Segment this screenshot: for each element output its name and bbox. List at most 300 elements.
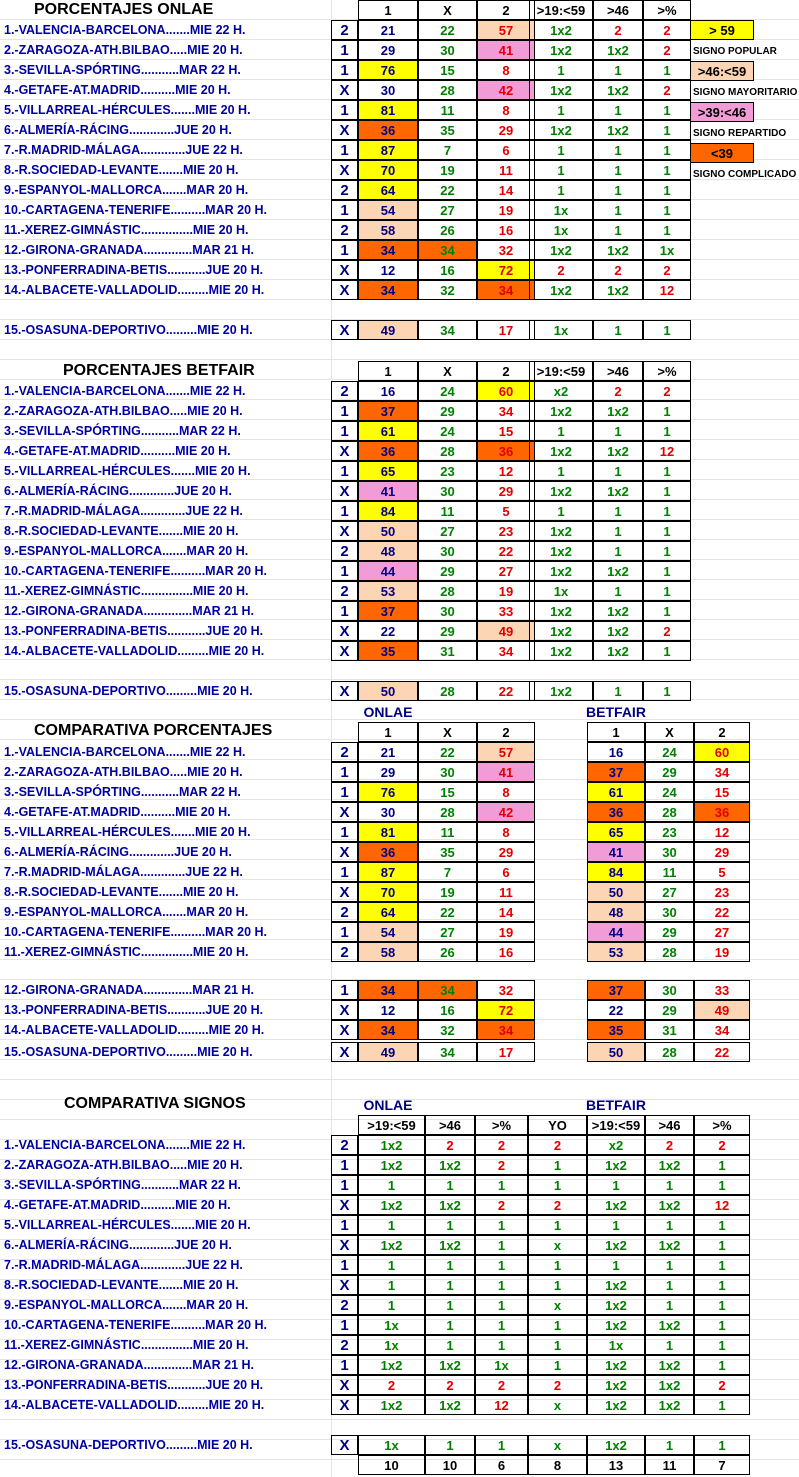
sign-cell[interactable]: 1 (593, 501, 643, 521)
percent-cell[interactable]: 27 (418, 521, 477, 541)
sign-cell[interactable]: 1 (645, 1295, 694, 1315)
col-header[interactable]: >46 (593, 361, 643, 381)
sign-cell[interactable]: 1 (643, 421, 691, 441)
sign-cell[interactable]: X (331, 1000, 358, 1020)
sign-cell[interactable]: 1 (331, 240, 358, 260)
percent-cell[interactable]: 70 (358, 882, 418, 902)
sign-cell[interactable]: 2 (331, 942, 358, 962)
percent-cell[interactable]: 29 (358, 762, 418, 782)
percent-cell[interactable]: 44 (587, 922, 645, 942)
percent-cell[interactable]: 42 (477, 80, 535, 100)
percent-cell[interactable]: 14 (477, 902, 535, 922)
percent-cell[interactable]: 41 (358, 481, 418, 501)
sign-cell[interactable]: 1 (593, 541, 643, 561)
percent-cell[interactable]: 29 (645, 762, 694, 782)
percent-cell[interactable]: 57 (477, 20, 535, 40)
sign-cell[interactable]: 1 (694, 1235, 750, 1255)
sign-cell[interactable]: 1 (331, 461, 358, 481)
percent-cell[interactable]: 27 (418, 922, 477, 942)
sign-cell[interactable]: 1x2 (358, 1135, 425, 1155)
sign-cell[interactable]: 2 (528, 1135, 587, 1155)
sign-cell[interactable]: 1 (694, 1335, 750, 1355)
percent-cell[interactable]: 41 (477, 40, 535, 60)
sign-cell[interactable]: 1 (643, 521, 691, 541)
percent-cell[interactable]: 7 (418, 862, 477, 882)
sign-cell[interactable]: 1 (643, 681, 691, 701)
total-cell[interactable]: 6 (475, 1455, 528, 1475)
percent-cell[interactable]: 58 (358, 942, 418, 962)
percent-cell[interactable]: 7 (418, 140, 477, 160)
sign-cell[interactable]: 1 (529, 180, 593, 200)
sign-cell[interactable]: 1 (358, 1175, 425, 1195)
sign-cell[interactable]: 1 (358, 1295, 425, 1315)
percent-cell[interactable]: 19 (477, 200, 535, 220)
percent-cell[interactable]: 30 (418, 601, 477, 621)
sign-cell[interactable]: 2 (358, 1375, 425, 1395)
percent-cell[interactable]: 15 (694, 782, 750, 802)
percent-cell[interactable]: 34 (358, 280, 418, 300)
percent-cell[interactable]: 5 (694, 862, 750, 882)
percent-cell[interactable]: 30 (418, 762, 477, 782)
sign-cell[interactable]: 2 (643, 381, 691, 401)
percent-cell[interactable]: 34 (477, 401, 535, 421)
percent-cell[interactable]: 32 (477, 980, 535, 1000)
sign-cell[interactable]: 2 (593, 20, 643, 40)
sign-cell[interactable]: 1 (643, 581, 691, 601)
percent-cell[interactable]: 23 (418, 461, 477, 481)
sign-cell[interactable]: 1x2 (593, 441, 643, 461)
sign-cell[interactable]: 1 (593, 140, 643, 160)
percent-cell[interactable]: 22 (477, 681, 535, 701)
percent-cell[interactable]: 29 (418, 561, 477, 581)
percent-cell[interactable]: 34 (418, 980, 477, 1000)
sign-cell[interactable]: 1 (425, 1215, 475, 1235)
percent-cell[interactable]: 16 (477, 942, 535, 962)
percent-cell[interactable]: 36 (587, 802, 645, 822)
percent-cell[interactable]: 35 (587, 1020, 645, 1040)
sign-cell[interactable]: 1 (587, 1255, 645, 1275)
percent-cell[interactable]: 24 (645, 782, 694, 802)
sign-cell[interactable]: 1x2 (645, 1155, 694, 1175)
sign-cell[interactable]: 2 (475, 1195, 528, 1215)
sign-cell[interactable]: 1 (593, 421, 643, 441)
sign-cell[interactable]: 1x2 (593, 401, 643, 421)
sign-cell[interactable]: 2 (529, 260, 593, 280)
sign-cell[interactable]: x2 (587, 1135, 645, 1155)
sign-cell[interactable]: 1 (475, 1175, 528, 1195)
col-header[interactable]: >19:<59 (529, 0, 593, 20)
sign-cell[interactable]: 1x2 (593, 641, 643, 661)
sign-cell[interactable]: 1x (358, 1315, 425, 1335)
percent-cell[interactable]: 27 (694, 922, 750, 942)
sign-cell[interactable]: 1 (645, 1275, 694, 1295)
col-header[interactable]: 1 (358, 722, 418, 742)
sign-cell[interactable]: 1x2 (529, 80, 593, 100)
sign-cell[interactable]: X (331, 521, 358, 541)
sign-cell[interactable]: 1 (694, 1255, 750, 1275)
sign-cell[interactable]: 1 (643, 100, 691, 120)
percent-cell[interactable]: 30 (358, 802, 418, 822)
sign-cell[interactable]: X (331, 280, 358, 300)
col-header[interactable]: X (645, 722, 694, 742)
percent-cell[interactable]: 29 (477, 120, 535, 140)
percent-cell[interactable]: 49 (694, 1000, 750, 1020)
sign-cell[interactable]: 2 (331, 1135, 358, 1155)
sign-cell[interactable]: 1 (331, 200, 358, 220)
sign-cell[interactable]: 1x2 (529, 521, 593, 541)
sign-cell[interactable]: X (331, 681, 358, 701)
percent-cell[interactable]: 26 (418, 942, 477, 962)
percent-cell[interactable]: 22 (418, 742, 477, 762)
col-header[interactable]: 2 (477, 0, 535, 20)
percent-cell[interactable]: 17 (477, 1042, 535, 1062)
percent-cell[interactable]: 11 (477, 160, 535, 180)
sign-cell[interactable]: X (331, 1020, 358, 1040)
sign-cell[interactable]: 1x (529, 200, 593, 220)
sign-cell[interactable]: 2 (331, 742, 358, 762)
sign-cell[interactable]: X (331, 1275, 358, 1295)
percent-cell[interactable]: 32 (418, 1020, 477, 1040)
sign-cell[interactable]: 1 (593, 681, 643, 701)
total-cell[interactable]: 11 (645, 1455, 694, 1475)
sign-cell[interactable]: 12 (475, 1395, 528, 1415)
percent-cell[interactable]: 30 (358, 80, 418, 100)
percent-cell[interactable]: 34 (477, 280, 535, 300)
percent-cell[interactable]: 5 (477, 501, 535, 521)
sign-cell[interactable]: 1 (331, 1215, 358, 1235)
percent-cell[interactable]: 42 (477, 802, 535, 822)
percent-cell[interactable]: 36 (694, 802, 750, 822)
percent-cell[interactable]: 34 (418, 240, 477, 260)
percent-cell[interactable]: 30 (418, 481, 477, 501)
total-cell[interactable]: 10 (358, 1455, 425, 1475)
sign-cell[interactable]: 1 (643, 601, 691, 621)
col-header[interactable]: >46 (425, 1115, 475, 1135)
col-header[interactable]: >% (475, 1115, 528, 1135)
percent-cell[interactable]: 32 (418, 280, 477, 300)
sign-cell[interactable]: 1 (475, 1255, 528, 1275)
sign-cell[interactable]: 1x2 (587, 1355, 645, 1375)
percent-cell[interactable]: 27 (477, 561, 535, 581)
sign-cell[interactable]: 1x2 (587, 1235, 645, 1255)
sign-cell[interactable]: 1 (593, 581, 643, 601)
percent-cell[interactable]: 19 (418, 882, 477, 902)
sign-cell[interactable]: 1 (645, 1215, 694, 1235)
sign-cell[interactable]: 1x2 (529, 280, 593, 300)
sign-cell[interactable]: 1 (643, 60, 691, 80)
percent-cell[interactable]: 36 (358, 441, 418, 461)
sign-cell[interactable]: 2 (643, 80, 691, 100)
sign-cell[interactable]: x (528, 1395, 587, 1415)
sign-cell[interactable]: 1 (643, 320, 691, 340)
sign-cell[interactable]: 1x2 (645, 1355, 694, 1375)
percent-cell[interactable]: 28 (645, 1042, 694, 1062)
sign-cell[interactable]: 1 (331, 1355, 358, 1375)
sign-cell[interactable]: 1 (331, 922, 358, 942)
percent-cell[interactable]: 35 (418, 120, 477, 140)
sign-cell[interactable]: 1 (694, 1275, 750, 1295)
percent-cell[interactable]: 60 (694, 742, 750, 762)
sign-cell[interactable]: 1x2 (529, 481, 593, 501)
sign-cell[interactable]: 1 (331, 60, 358, 80)
percent-cell[interactable]: 58 (358, 220, 418, 240)
percent-cell[interactable]: 19 (477, 922, 535, 942)
sign-cell[interactable]: 1 (331, 401, 358, 421)
sign-cell[interactable]: 1x2 (593, 240, 643, 260)
percent-cell[interactable]: 35 (418, 842, 477, 862)
sign-cell[interactable]: 1x2 (425, 1155, 475, 1175)
percent-cell[interactable]: 29 (645, 1000, 694, 1020)
percent-cell[interactable]: 41 (477, 762, 535, 782)
sign-cell[interactable]: 1x2 (529, 240, 593, 260)
sign-cell[interactable]: X (331, 1435, 358, 1455)
percent-cell[interactable]: 41 (587, 842, 645, 862)
percent-cell[interactable]: 36 (477, 441, 535, 461)
sign-cell[interactable]: 1x2 (593, 481, 643, 501)
sign-cell[interactable]: 1x2 (529, 641, 593, 661)
sign-cell[interactable]: 1 (645, 1255, 694, 1275)
percent-cell[interactable]: 44 (358, 561, 418, 581)
percent-cell[interactable]: 87 (358, 140, 418, 160)
percent-cell[interactable]: 22 (694, 1042, 750, 1062)
sign-cell[interactable]: 1 (331, 1155, 358, 1175)
sign-cell[interactable]: 1 (331, 561, 358, 581)
percent-cell[interactable]: 16 (358, 381, 418, 401)
col-header[interactable]: >19:<59 (358, 1115, 425, 1135)
sign-cell[interactable]: 1x2 (593, 80, 643, 100)
sign-cell[interactable]: 1 (643, 120, 691, 140)
sign-cell[interactable]: 1x (529, 320, 593, 340)
percent-cell[interactable]: 37 (358, 401, 418, 421)
sign-cell[interactable]: 2 (331, 1335, 358, 1355)
sign-cell[interactable]: 1x2 (358, 1155, 425, 1175)
percent-cell[interactable]: 27 (418, 200, 477, 220)
sign-cell[interactable]: 2 (593, 260, 643, 280)
sign-cell[interactable]: 2 (694, 1135, 750, 1155)
percent-cell[interactable]: 50 (358, 521, 418, 541)
col-header[interactable]: >19:<59 (529, 361, 593, 381)
sign-cell[interactable]: 1x2 (529, 120, 593, 140)
sign-cell[interactable]: 1 (529, 421, 593, 441)
sign-cell[interactable]: X (331, 1235, 358, 1255)
percent-cell[interactable]: 36 (358, 120, 418, 140)
sign-cell[interactable]: X (331, 802, 358, 822)
sign-cell[interactable]: 1x2 (587, 1275, 645, 1295)
percent-cell[interactable]: 28 (418, 681, 477, 701)
percent-cell[interactable]: 11 (645, 862, 694, 882)
sign-cell[interactable]: 1 (593, 180, 643, 200)
sign-cell[interactable]: 1 (358, 1275, 425, 1295)
percent-cell[interactable]: 49 (358, 320, 418, 340)
sign-cell[interactable]: 1x2 (593, 561, 643, 581)
percent-cell[interactable]: 84 (358, 501, 418, 521)
percent-cell[interactable]: 30 (645, 980, 694, 1000)
sign-cell[interactable]: 1 (643, 641, 691, 661)
percent-cell[interactable]: 14 (477, 180, 535, 200)
sign-cell[interactable]: 1 (331, 501, 358, 521)
sign-cell[interactable]: 1x2 (645, 1375, 694, 1395)
col-header[interactable]: X (418, 361, 477, 381)
percent-cell[interactable]: 21 (358, 742, 418, 762)
sign-cell[interactable]: 1x2 (529, 621, 593, 641)
sign-cell[interactable]: 1 (331, 40, 358, 60)
sign-cell[interactable]: 1 (593, 320, 643, 340)
sign-cell[interactable]: 1 (643, 501, 691, 521)
percent-cell[interactable]: 31 (418, 641, 477, 661)
percent-cell[interactable]: 34 (477, 641, 535, 661)
percent-cell[interactable]: 30 (418, 541, 477, 561)
sign-cell[interactable]: 2 (331, 220, 358, 240)
percent-cell[interactable]: 28 (418, 581, 477, 601)
col-header[interactable]: >46 (645, 1115, 694, 1135)
sign-cell[interactable]: 1 (643, 160, 691, 180)
sign-cell[interactable]: 1x2 (587, 1295, 645, 1315)
percent-cell[interactable]: 12 (694, 822, 750, 842)
col-header[interactable]: >19:<59 (587, 1115, 645, 1135)
sign-cell[interactable]: 1 (331, 822, 358, 842)
sign-cell[interactable]: 1x2 (645, 1235, 694, 1255)
percent-cell[interactable]: 6 (477, 862, 535, 882)
sign-cell[interactable]: 1 (475, 1235, 528, 1255)
sign-cell[interactable]: 1 (643, 200, 691, 220)
percent-cell[interactable]: 15 (418, 60, 477, 80)
total-cell[interactable]: 10 (425, 1455, 475, 1475)
sign-cell[interactable]: x (528, 1235, 587, 1255)
sign-cell[interactable]: 1 (694, 1435, 750, 1455)
percent-cell[interactable]: 17 (477, 320, 535, 340)
percent-cell[interactable]: 54 (358, 200, 418, 220)
sign-cell[interactable]: 1 (643, 461, 691, 481)
sign-cell[interactable]: 1 (331, 421, 358, 441)
sign-cell[interactable]: 1x2 (593, 621, 643, 641)
percent-cell[interactable]: 72 (477, 260, 535, 280)
percent-cell[interactable]: 60 (477, 381, 535, 401)
percent-cell[interactable]: 81 (358, 100, 418, 120)
sign-cell[interactable]: 2 (331, 902, 358, 922)
percent-cell[interactable]: 19 (694, 942, 750, 962)
sign-cell[interactable]: 1 (528, 1255, 587, 1275)
sign-cell[interactable]: 1 (528, 1315, 587, 1335)
percent-cell[interactable]: 53 (358, 581, 418, 601)
sign-cell[interactable]: 1 (425, 1175, 475, 1195)
percent-cell[interactable]: 23 (694, 882, 750, 902)
sign-cell[interactable]: 1x2 (529, 40, 593, 60)
percent-cell[interactable]: 37 (587, 762, 645, 782)
percent-cell[interactable]: 30 (645, 902, 694, 922)
sign-cell[interactable]: 1 (529, 461, 593, 481)
sign-cell[interactable]: 1x2 (529, 441, 593, 461)
percent-cell[interactable]: 87 (358, 862, 418, 882)
sign-cell[interactable]: 1x (358, 1435, 425, 1455)
percent-cell[interactable]: 8 (477, 60, 535, 80)
sign-cell[interactable]: 1 (425, 1335, 475, 1355)
percent-cell[interactable]: 12 (358, 1000, 418, 1020)
sign-cell[interactable]: 1 (587, 1175, 645, 1195)
sign-cell[interactable]: 1x (529, 581, 593, 601)
percent-cell[interactable]: 33 (477, 601, 535, 621)
sign-cell[interactable]: 1 (475, 1435, 528, 1455)
sign-cell[interactable]: 1 (475, 1215, 528, 1235)
percent-cell[interactable]: 22 (358, 621, 418, 641)
percent-cell[interactable]: 11 (418, 100, 477, 120)
sign-cell[interactable]: 1 (645, 1435, 694, 1455)
percent-cell[interactable]: 31 (645, 1020, 694, 1040)
sign-cell[interactable]: 1x2 (593, 280, 643, 300)
percent-cell[interactable]: 61 (358, 421, 418, 441)
sign-cell[interactable]: 1x2 (358, 1235, 425, 1255)
sign-cell[interactable]: X (331, 1195, 358, 1215)
sign-cell[interactable]: 1x (475, 1355, 528, 1375)
percent-cell[interactable]: 22 (587, 1000, 645, 1020)
sign-cell[interactable]: 2 (643, 40, 691, 60)
percent-cell[interactable]: 34 (694, 1020, 750, 1040)
percent-cell[interactable]: 48 (358, 541, 418, 561)
sign-cell[interactable]: 1 (331, 100, 358, 120)
percent-cell[interactable]: 23 (477, 521, 535, 541)
sign-cell[interactable]: 2 (643, 621, 691, 641)
sign-cell[interactable]: 1x2 (587, 1195, 645, 1215)
sign-cell[interactable]: 1 (694, 1315, 750, 1335)
percent-cell[interactable]: 70 (358, 160, 418, 180)
sign-cell[interactable]: 1x2 (587, 1395, 645, 1415)
sign-cell[interactable]: 1 (529, 160, 593, 180)
sign-cell[interactable]: 1x2 (593, 601, 643, 621)
percent-cell[interactable]: 29 (418, 621, 477, 641)
percent-cell[interactable]: 72 (477, 1000, 535, 1020)
sign-cell[interactable]: 1 (643, 180, 691, 200)
percent-cell[interactable]: 12 (477, 461, 535, 481)
percent-cell[interactable]: 34 (418, 320, 477, 340)
percent-cell[interactable]: 16 (418, 1000, 477, 1020)
sign-cell[interactable]: 1x2 (587, 1315, 645, 1335)
sign-cell[interactable]: 1x2 (593, 40, 643, 60)
sign-cell[interactable]: 12 (643, 280, 691, 300)
col-header[interactable]: 1 (587, 722, 645, 742)
col-header[interactable]: >46 (593, 0, 643, 20)
sign-cell[interactable]: 1 (528, 1175, 587, 1195)
sign-cell[interactable]: 1 (331, 140, 358, 160)
sign-cell[interactable]: 1 (694, 1175, 750, 1195)
percent-cell[interactable]: 49 (358, 1042, 418, 1062)
percent-cell[interactable]: 64 (358, 180, 418, 200)
sign-cell[interactable]: 1 (528, 1275, 587, 1295)
sign-cell[interactable]: 1 (645, 1335, 694, 1355)
percent-cell[interactable]: 29 (477, 481, 535, 501)
sign-cell[interactable]: 1x2 (645, 1395, 694, 1415)
sign-cell[interactable]: X (331, 120, 358, 140)
sign-cell[interactable]: 1 (331, 1315, 358, 1335)
sign-cell[interactable]: 1 (529, 501, 593, 521)
sign-cell[interactable]: 1 (643, 541, 691, 561)
percent-cell[interactable]: 29 (418, 401, 477, 421)
percent-cell[interactable]: 34 (477, 1020, 535, 1040)
percent-cell[interactable]: 6 (477, 140, 535, 160)
sign-cell[interactable]: 2 (331, 541, 358, 561)
sign-cell[interactable]: 1 (528, 1335, 587, 1355)
sign-cell[interactable]: 1 (475, 1295, 528, 1315)
sign-cell[interactable]: 1 (593, 200, 643, 220)
percent-cell[interactable]: 29 (358, 40, 418, 60)
sign-cell[interactable]: 1 (331, 1255, 358, 1275)
col-header[interactable]: 1 (358, 361, 418, 381)
sign-cell[interactable]: 2 (694, 1375, 750, 1395)
percent-cell[interactable]: 22 (418, 180, 477, 200)
sign-cell[interactable]: 1x2 (529, 20, 593, 40)
total-cell[interactable]: 13 (587, 1455, 645, 1475)
percent-cell[interactable]: 50 (587, 882, 645, 902)
percent-cell[interactable]: 15 (418, 782, 477, 802)
percent-cell[interactable]: 11 (477, 882, 535, 902)
